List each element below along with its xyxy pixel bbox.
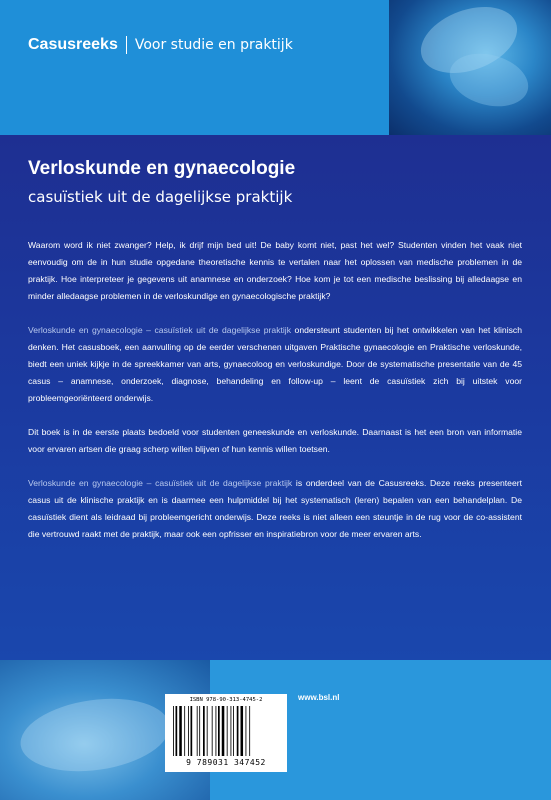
barcode-number: 9 789031 347452	[186, 758, 266, 767]
paragraph-2-title: Verloskunde en gynaecologie – casuïstiek uit de dagelijkse praktijk	[28, 325, 291, 335]
paragraph-2-text: ondersteunt studenten bij het ontwikkelen van het klinisch denken. Het casusboek, een aanvulling op de eerder verschenen uitgaven Praktische gynaecologie en Praktische verloskunde, biedt een uniek kijkje in de spreekkamer van arts, gynaecoloog en verloskundige. Door de systematische presentatie van de 45 casus – anamnese, onderzoek, diagnose, behandeling en follow-up – leent de casuïstiek zich bij uitstek voor probleemgeoriënteerd onderwijs.	[28, 325, 522, 403]
paragraph-3: Dit boek is in de eerste plaats bedoeld voor studenten geneeskunde en verloskunde. Daarnaast is het een bron van informatie voor ervaren artsen die graag scherp willen blijven of hun kennis willen toetsen.	[28, 427, 522, 454]
barcode	[165, 694, 287, 772]
ultrasound-image	[389, 0, 551, 135]
paragraph-4-title: Verloskunde en gynaecologie – casuïstiek uit de dagelijkse praktijk	[28, 478, 293, 488]
website: www.bsl.nl	[298, 693, 340, 702]
book-subtitle: casuïstiek uit de dagelijkse praktijk	[28, 188, 293, 206]
paragraph-1: Waarom word ik niet zwanger? Help, ik drijf mijn bed uit! De baby komt niet, past het wel? Studenten vinden het vaak niet eenvoudig om de in hun studie opgedane theoretische kennis te vertalen naar het oplossen van medische problemen in de praktijk. Hoe interpreteer je gegevens uit anamnese en onderzoek? Hoe kom je tot een medische beslissing bij alledaagse en minder alledaagse problemen in de verloskundige en gynaecologische praktijk?	[28, 240, 522, 301]
series-divider	[126, 36, 127, 54]
series-header	[28, 36, 293, 54]
paragraph-4-text: is onderdeel van de Casusreeks. Deze reeks presenteert casus uit de klinische praktijk en is daarmee een hulpmiddel bij het systematisch (leren) bepalen van een behandelplan. De casuïstiek dient als leidraad bij probleemgericht onderwijs. Deze reeks is niet alleen een steuntje in de rug voor de co-assistent die vertrouwd raakt met de praktijk, maar ook een opfrisser en inspiratiebron voor de meer ervaren arts.	[28, 478, 522, 539]
paragraph-4	[28, 475, 522, 543]
paragraph-2	[28, 322, 522, 407]
isbn-label: ISBN 978-90-313-4745-2	[189, 697, 263, 703]
series-subtitle: Voor studie en praktijk	[134, 37, 293, 53]
book-title: Verloskunde en gynaecologie	[28, 158, 296, 179]
blurb	[28, 237, 522, 560]
barcode-bars	[173, 706, 279, 756]
series-name: Casusreeks	[28, 36, 118, 53]
